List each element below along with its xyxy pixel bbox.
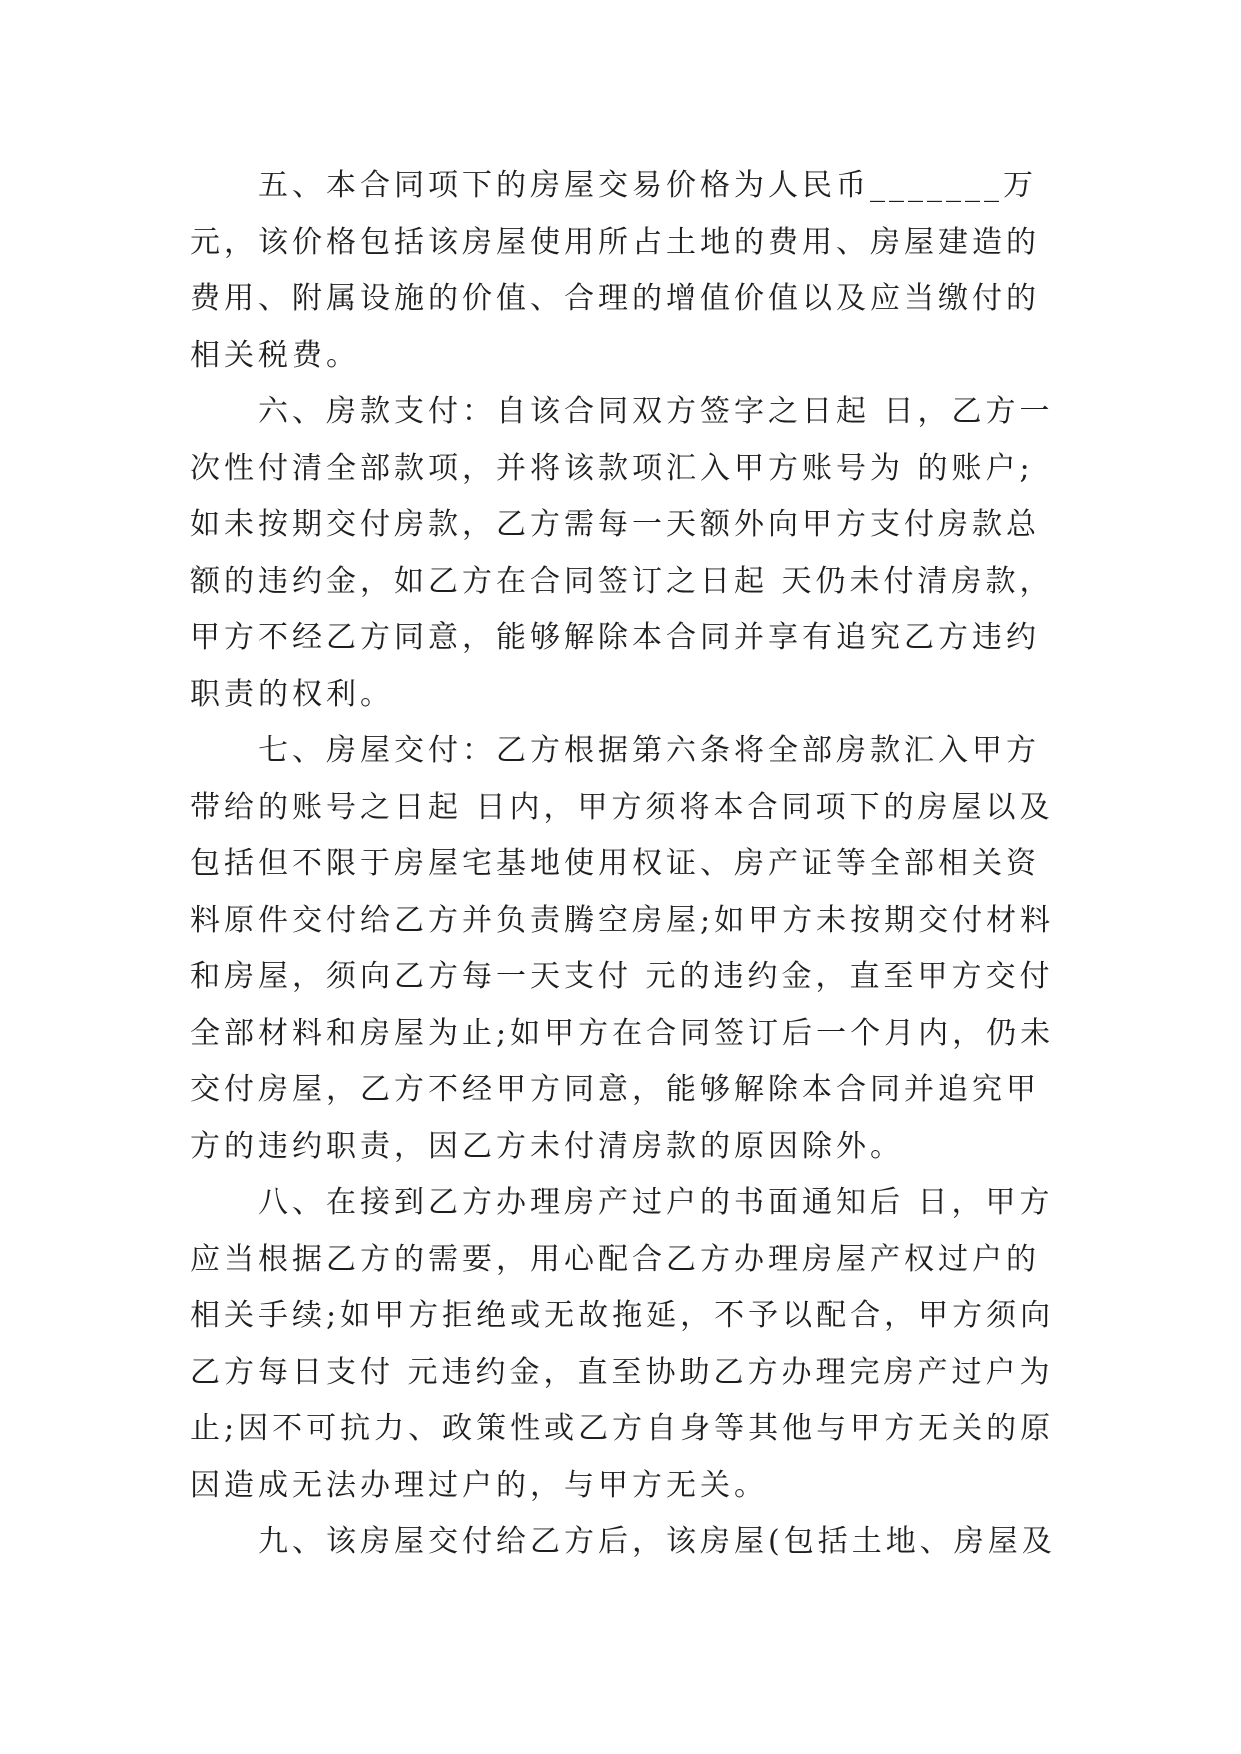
clause-7-delivery: 七、房屋交付：乙方根据第六条将全部房款汇入甲方带给的账号之日起 日内，甲方须将本合同项下的房屋以及包括但不限于房屋宅基地使用权证、房产证等全部相关资料原件交付给乙方并负责腾空房屋;如甲方未按期交付材料和房屋，须向乙方每一天支付 元的违约金，直至甲方交付全部材料和房屋为止;如甲方在合同签订后一个月内，仍未交付房屋，乙方不经甲方同意，能够解除本合同并追究甲方的违约职责，因乙方未付清房款的原因除外。: [190, 733, 1055, 1164]
clause-5-price: 五、本合同项下的房屋交易价格为人民币_______万元，该价格包括该房屋使用所占土地的费用、房屋建造的费用、附属设施的价值、合理的增值价值以及应当缴付的相关税费。: [190, 168, 1040, 373]
clause-6-payment: 六、房款支付：自该合同双方签字之日起 日，乙方一次性付清全部款项，并将该款项汇入甲方账号为 的账户;如未按期交付房款，乙方需每一天额外向甲方支付房款总额的违约金，如乙方在合同签订之日起 天仍未付清房款，甲方不经乙方同意，能够解除本合同并享有追究乙方违约职责的权利。: [190, 394, 1054, 712]
clause-9-partial: 九、该房屋交付给乙方后，该房屋(包括土地、房屋及: [258, 1524, 1056, 1559]
document-body: [190, 158, 1056, 1571]
clause-8-transfer: 八、在接到乙方办理房产过户的书面通知后 日，甲方应当根据乙方的需要，用心配合乙方办理房屋产权过户的相关手续;如甲方拒绝或无故拖延，不予以配合，甲方须向乙方每日支付 元违约金，直至协助乙方办理完房产过户为止;因不可抗力、政策性或乙方自身等其他与甲方无关的原因造成无法办理过户的，与甲方无关。: [190, 1185, 1055, 1503]
